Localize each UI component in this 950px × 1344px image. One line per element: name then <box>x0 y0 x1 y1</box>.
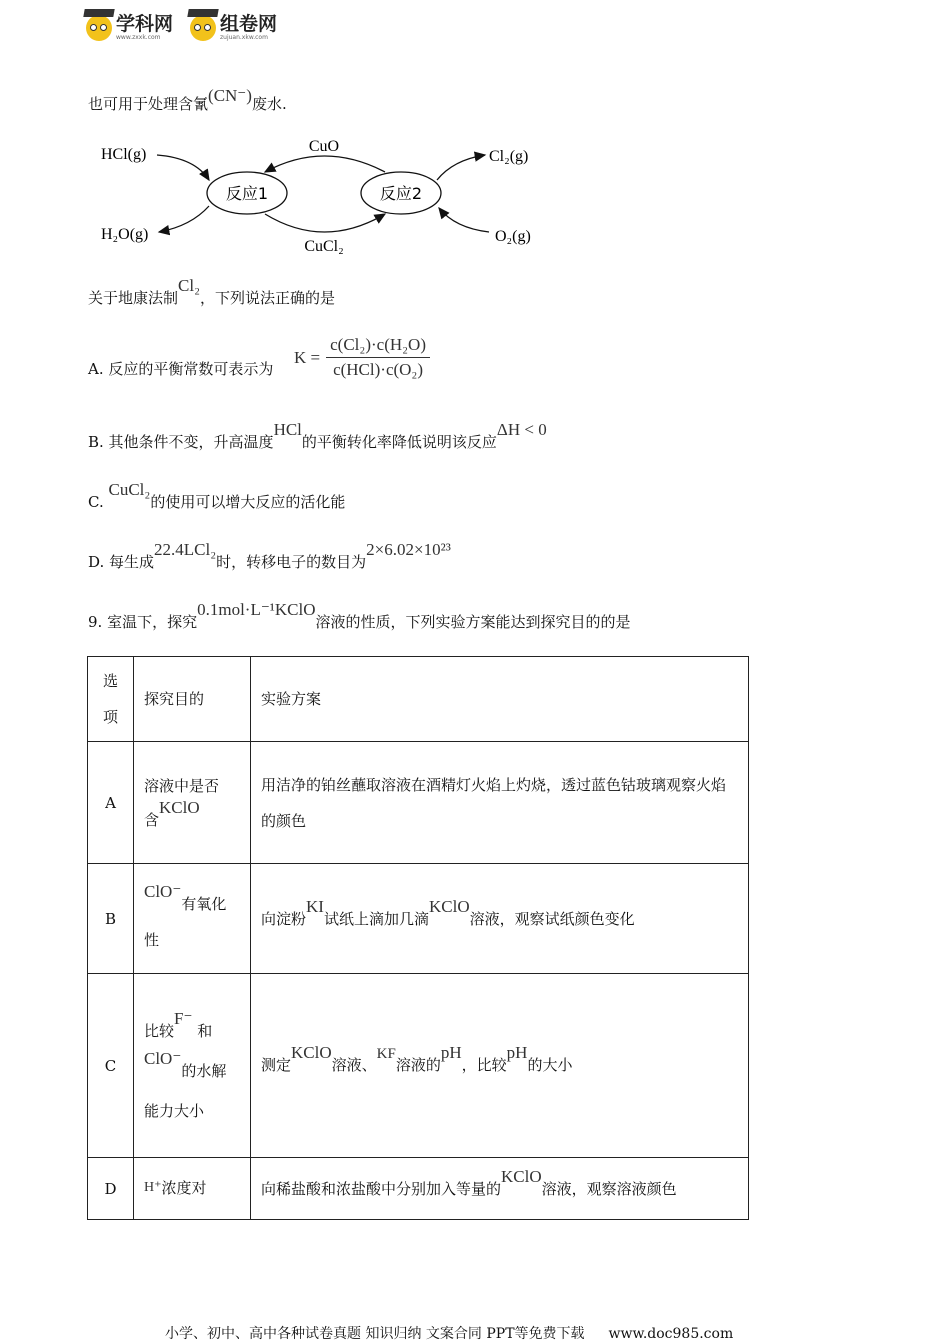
logo1-url: www.zxxk.com <box>116 34 161 41</box>
table-row: B ClO⁻有氧化 性 向淀粉KI试纸上滴加几滴KClO溶液，观察试纸颜色变化 <box>88 864 749 974</box>
k-numerator: c(Cl₂)·c(H₂O) <box>326 333 430 358</box>
hcl-label: HCl(g) <box>101 146 147 163</box>
logo2-text: 组卷网 <box>220 13 278 35</box>
table-row: C 比较F⁻ 和 ClO⁻的水解 能力大小 测定KClO溶液、KF溶液的pH，比较pH的大小 <box>88 974 749 1158</box>
cl2-arrow <box>437 155 485 180</box>
cuo-arrow <box>265 156 385 172</box>
cucl2-arrow <box>265 214 385 232</box>
q8-option-d: D. 每生成22.4LCl₂时，转移电子的数目为2×6.02×10²³ <box>88 540 451 571</box>
logo1-text: 学科网 <box>116 13 174 35</box>
o2-label: O₂(g) <box>495 228 531 245</box>
footer-url[interactable]: www.doc985.com <box>608 1326 734 1342</box>
k-denominator: c(HCl)·c(O₂) <box>333 360 424 379</box>
q8-option-c: C. CuCl₂的使用可以增大反应的活化能 <box>88 480 346 511</box>
header-scheme: 实验方案 <box>251 657 749 742</box>
q9-stem: 9. 室温下，探究0.1mol·L⁻¹KClO溶液的性质，下列实验方案能达到探究目的的是 <box>88 600 631 631</box>
cucl2-label: CuCl₂ <box>304 238 344 255</box>
table-row: A 溶液中是否 含KClO 用洁净的铂丝蘸取溶液在酒精灯火焰上灼烧，透过蓝色钴玻璃观察火焰的颜色 <box>88 742 749 864</box>
q8-option-b: B. 其他条件不变，升高温度HCl的平衡转化率降低说明该反应ΔH < 0 <box>88 420 547 451</box>
table-header-row: 选 项 探究目的 实验方案 <box>88 657 749 742</box>
equilibrium-constant-expression: K = c(Cl₂)·c(H₂O) c(HCl)·c(O₂) <box>294 333 430 382</box>
h2o-arrow <box>159 206 209 232</box>
footer-text: 小学、初中、高中各种试卷真题 知识归纳 文案合同 PPT等免费下载 <box>165 1326 585 1342</box>
intro-line: 也可用于处理含氰(CN⁻)废水. <box>88 86 287 113</box>
q8-stem: 关于地康法制Cl₂，下列说法正确的是 <box>88 276 336 307</box>
mascot-icon <box>190 15 216 41</box>
cl2-formula: Cl₂ <box>178 276 201 295</box>
table-row: D H⁺浓度对 向稀盐酸和浓盐酸中分别加入等量的KClO溶液，观察溶液颜色 <box>88 1158 749 1220</box>
o2-arrow <box>439 208 489 232</box>
zujuanwang-logo <box>190 14 277 41</box>
q8-option-a: A. 反应的平衡常数可表示为 <box>88 360 274 378</box>
reaction2-label: 反应2 <box>379 184 423 203</box>
cl2-label: Cl₂(g) <box>489 148 529 165</box>
reaction1-label: 反应1 <box>225 184 269 203</box>
footer <box>165 1323 733 1343</box>
logo2-url: zujuan.xkw.com <box>220 34 268 41</box>
h2o-label: H₂O(g) <box>101 226 149 243</box>
mascot-icon <box>86 15 112 41</box>
xuekewang-logo <box>86 14 173 41</box>
experiment-table <box>87 656 749 1220</box>
cuo-label: CuO <box>308 138 340 155</box>
reaction-cycle-diagram <box>95 130 555 260</box>
cyanide-formula: CN⁻ <box>213 86 247 105</box>
hcl-arrow <box>157 155 209 180</box>
header-purpose: 探究目的 <box>134 657 251 742</box>
